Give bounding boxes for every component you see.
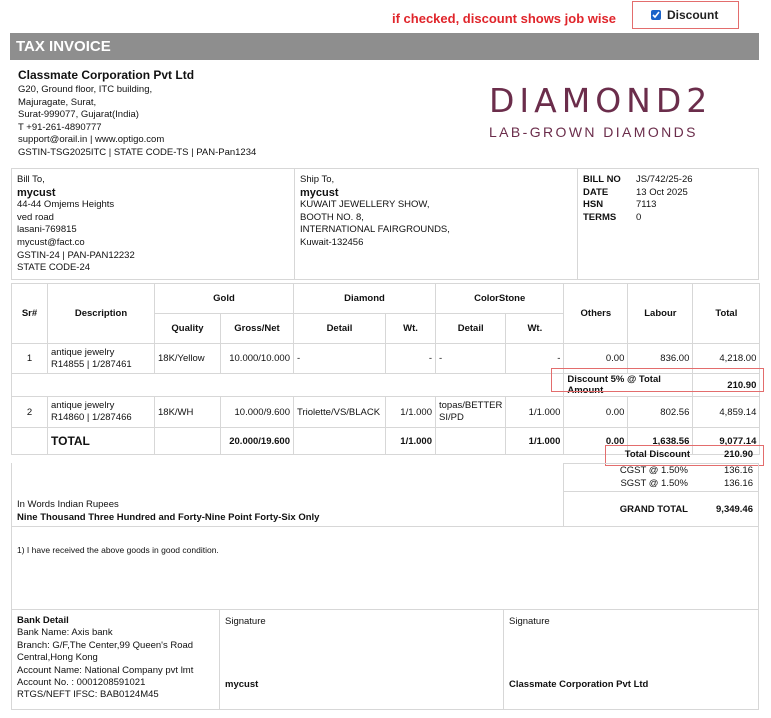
bill-to-line: STATE CODE-24 [17,262,91,274]
bill-no-label: BILL NO [583,174,621,185]
discount-label: Discount [667,8,719,22]
divider [503,609,504,710]
row-desc-line: R14855 | 1/287461 [51,358,132,370]
company-line: support@orail.in | www.optigo.com [18,134,165,146]
divider [11,526,12,610]
table-row [12,397,760,428]
row-quality: 18K/WH [155,397,221,428]
sgst-value: 136.16 [723,478,753,489]
bank-line: Branch: G/F,The Center,99 Queen's Road [17,639,194,651]
header-dia-wt: Wt. [386,314,436,344]
row-labour: 836.00 [628,344,693,374]
divider [219,609,220,710]
bill-to [17,174,135,275]
page-title: TAX INVOICE [10,33,759,60]
header-colorstone: ColorStone [436,284,564,314]
customer-signature-name: mycust [225,679,259,690]
header-sr: Sr# [12,284,48,344]
total-dia-wt: 1/1.000 [386,428,436,455]
company-info [18,68,256,160]
row-description [48,344,155,374]
ship-to [300,174,450,250]
row-cs-wt: 1/1.000 [506,397,564,428]
header-description: Description [48,284,155,344]
row-total: 4,218.00 [693,344,760,374]
divider [294,168,295,280]
logo-line-1: DIAMOND2 [489,81,713,120]
row-total: 4,859.14 [693,397,760,428]
company-line: Majuragate, Surat, [18,96,97,108]
row-quality: 18K/Yellow [155,344,221,374]
hsn-label: HSN [583,199,604,211]
divider [11,168,12,280]
row-cs-detail: - [436,344,506,374]
terms-label: TERMS [583,211,617,223]
divider [11,168,759,169]
bank-detail [17,615,193,702]
bill-to-line: ved road [17,211,54,223]
ship-to-line: BOOTH NO. 8, [300,211,364,223]
header-others: Others [564,284,628,344]
company-line: Surat-999077, Gujarat(India) [18,109,139,121]
row-discount-value: 210.90 [693,374,760,397]
company-signature-name: Classmate Corporation Pvt Ltd [509,679,649,690]
date-value: 13 Oct 2025 [636,186,688,198]
divider [11,609,759,610]
row-desc-line: R14860 | 1/287466 [51,412,132,423]
total-gross-net: 20.000/19.600 [221,428,294,455]
divider [758,609,759,710]
header-total: Total [693,284,760,344]
header-cs-wt: Wt. [506,314,564,344]
row-dia-wt: - [386,344,436,374]
hsn-value: 7113 [636,199,657,211]
company-line: G20, Ground floor, ITC building, [18,84,153,95]
row-others: 0.00 [564,397,628,428]
row-desc-line: antique jewelry [51,346,115,358]
company-signature-label: Signature [509,616,550,627]
date-label: DATE [583,186,609,198]
ship-to-line: KUWAIT JEWELLERY SHOW, [300,199,430,211]
total-labour: 1,638.56 [628,428,693,455]
bill-to-line: mycust@fact.co [17,236,85,248]
total-others: 0.00 [564,428,628,455]
total-discount-value: 210.90 [723,449,753,460]
row-gross-net: 10.000/10.000 [221,344,294,374]
sgst-label: SGST @ 1.50% [620,478,688,489]
row-dia-wt: 1/1.000 [386,397,436,428]
company-line: GSTIN-TSG2025ITC | STATE CODE-TS | PAN-Pan1234 [18,146,257,158]
row-sr: 2 [12,397,48,428]
words-label: In Words Indian Rupees [17,499,119,510]
divider [563,463,564,527]
bank-title: Bank Detail [17,615,69,626]
cgst-label: CGST @ 1.50% [619,465,688,476]
ship-to-line: INTERNATIONAL FAIRGROUNDS, [300,224,450,236]
bill-no: JS/742/25-26 [636,174,693,185]
brand-logo [489,81,754,140]
words-value: Nine Thousand Three Hundred and Forty-Nine Point Forty-Six Only [17,512,320,523]
grand-total-value: 9,349.46 [716,504,753,515]
total-amount: 9,077.14 [693,428,760,455]
bank-line: Account Name: National Company pvt lmt [17,664,194,676]
row-gross-net: 10.000/9.600 [221,397,294,428]
header-labour: Labour [628,284,693,344]
row-dia-detail: - [294,344,386,374]
row-labour: 802.56 [628,397,693,428]
divider [577,168,578,280]
bill-to-label: Bill To, [17,174,45,185]
bank-line: RTGS/NEFT IFSC: BAB0124M45 [17,689,159,701]
company-name: Classmate Corporation Pvt Ltd [18,68,195,82]
divider [563,463,759,464]
bill-to-line: GSTIN-24 | PAN-PAN12232 [17,249,135,261]
header-gold: Gold [155,284,294,314]
divider [11,279,759,280]
row-desc-line: antique jewelry [51,400,115,411]
header-quality: Quality [155,314,221,344]
total-discount-label: Total Discount [624,449,690,460]
divider [11,609,12,710]
total-cs-wt: 1/1.000 [506,428,564,455]
row-others: 0.00 [564,344,628,374]
bank-line: Account No. : 0001208591021 [17,677,146,689]
total-label: TOTAL [48,428,155,455]
divider [11,526,759,527]
terms-text: 1) I have received the above goods in good condition. [17,545,219,555]
row-description [48,397,155,428]
bill-to-name: mycust [17,186,56,199]
header-dia-detail: Detail [294,314,386,344]
divider [758,168,759,280]
discount-note: if checked, discount shows job wise [392,11,616,26]
header-cs-detail: Detail [436,314,506,344]
row-dia-detail: Triolette/VS/BLACK [294,397,386,428]
ship-to-line: Kuwait-132456 [300,236,364,248]
logo-line-2: LAB-GROWN DIAMONDS [489,124,698,140]
company-line: T +91-261-4890777 [18,121,102,133]
discount-toggle[interactable] [632,1,739,29]
bill-to-line: 44-44 Omjems Heights [17,199,115,211]
bank-line: Central,Hong Kong [17,652,98,664]
divider [758,463,759,527]
ship-to-name: mycust [300,186,339,199]
divider [758,526,759,610]
ship-to-label: Ship To, [300,174,335,185]
amount-in-words [17,498,319,524]
divider [563,491,759,492]
bank-line: Bank Name: Axis bank [17,627,113,639]
terms-value: 0 [636,211,642,223]
header-diamond: Diamond [294,284,436,314]
discount-checkbox[interactable] [651,10,661,20]
divider [11,709,759,710]
row-discount-label: Discount 5% @ Total Amount [564,374,693,397]
customer-signature-label: Signature [225,616,266,627]
row-cs-wt: - [506,344,564,374]
bill-to-line: lasani-769815 [17,224,77,236]
divider [11,463,12,527]
bill-info [583,174,693,224]
discount-highlight [551,368,764,392]
grand-total-label: GRAND TOTAL [619,504,688,515]
row-cs-detail: topas/BETTER SI/PD [436,397,506,428]
header-gross-net: Gross/Net [221,314,294,344]
row-sr: 1 [12,344,48,374]
cgst-value: 136.16 [723,465,753,476]
